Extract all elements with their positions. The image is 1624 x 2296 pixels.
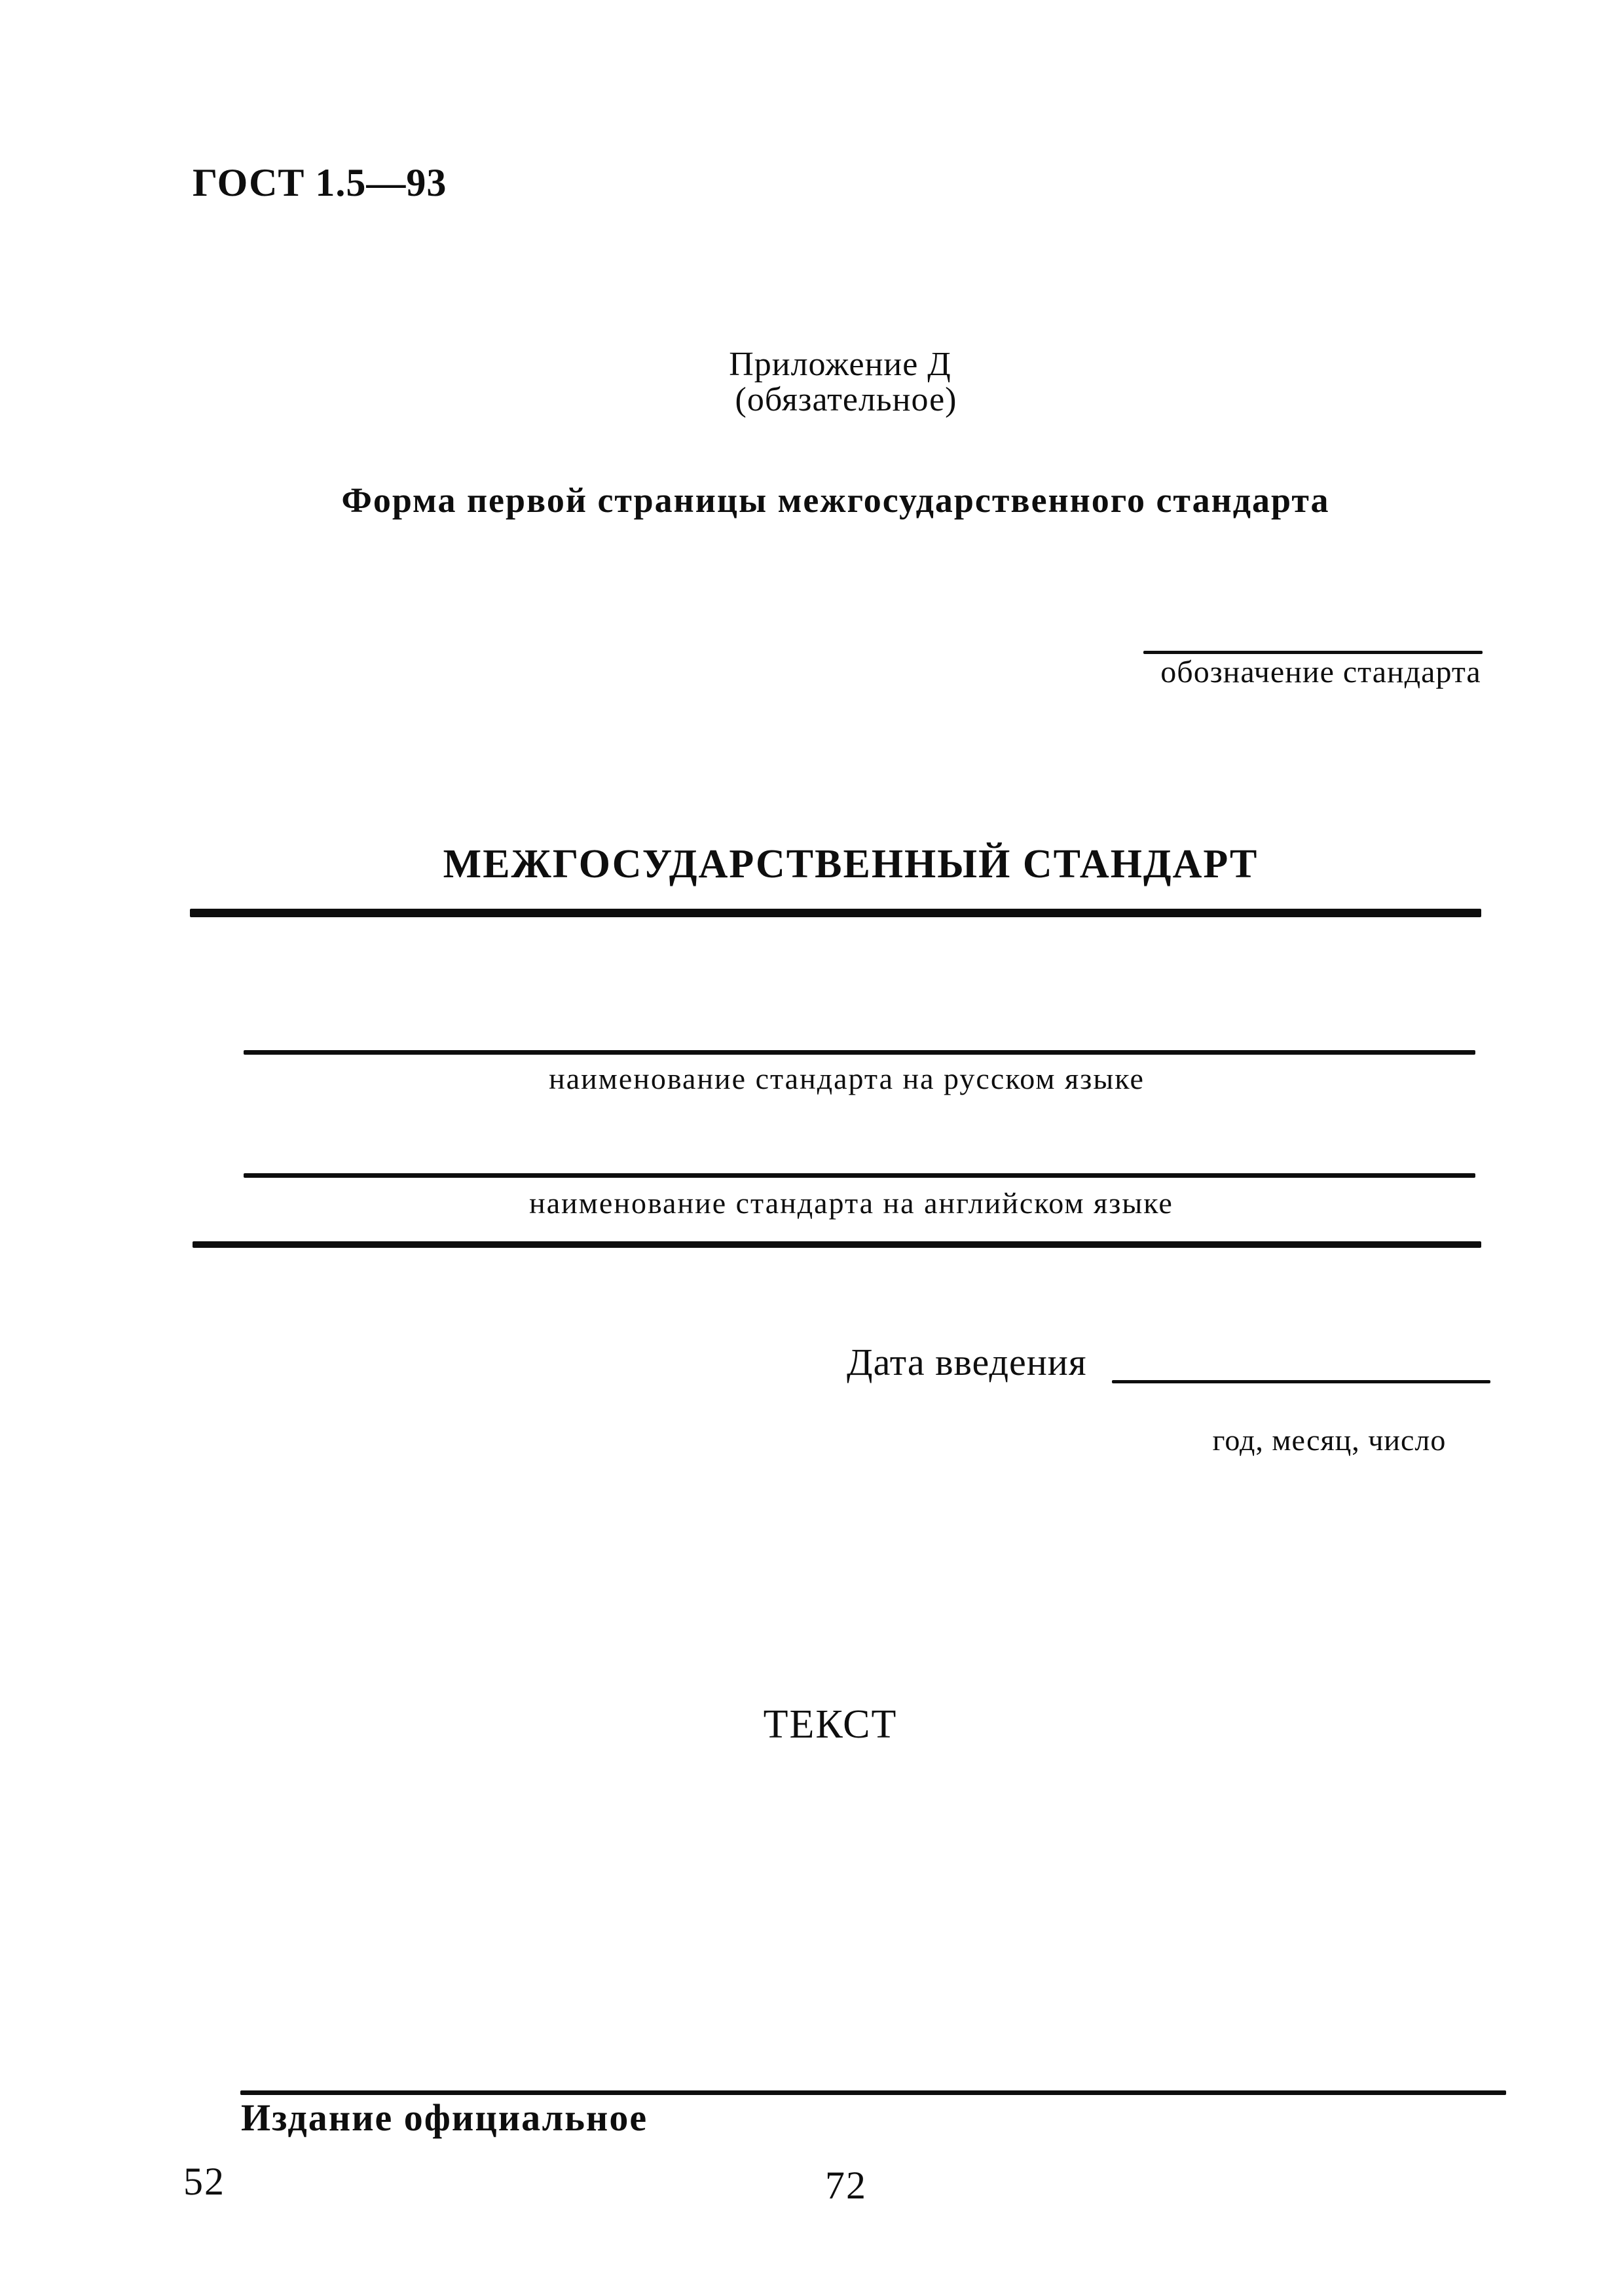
page-number-left: 52 (183, 2160, 225, 2203)
name-ru-blank-line (244, 1050, 1475, 1055)
section-end-rule (193, 1241, 1481, 1248)
form-title: Форма первой страницы межгосударственного стандарта (341, 481, 1330, 520)
appendix-obligation: (обязательное) (735, 381, 957, 418)
footer-rule (240, 2090, 1506, 2095)
name-ru-caption: наименование стандарта на русском языке (549, 1062, 1145, 1095)
name-en-caption: наименование стандарта на английском языке (529, 1186, 1173, 1220)
standard-heading: МЕЖГОСУДАРСТВЕННЫЙ СТАНДАРТ (443, 842, 1259, 886)
appendix-label: Приложение Д (729, 346, 951, 383)
designation-caption: обозначение стандарта (1160, 655, 1481, 689)
date-label: Дата введения (847, 1341, 1087, 1383)
name-en-blank-line (244, 1173, 1475, 1178)
heading-rule (190, 909, 1481, 917)
page-number-center: 72 (825, 2164, 867, 2207)
official-edition-note: Издание официальное (241, 2096, 648, 2139)
date-caption: год, месяц, число (1212, 1423, 1447, 1457)
date-blank-line (1112, 1380, 1490, 1383)
doc-reference: ГОСТ 1.5—93 (193, 161, 447, 204)
text-placeholder: ТЕКСТ (763, 1702, 898, 1747)
